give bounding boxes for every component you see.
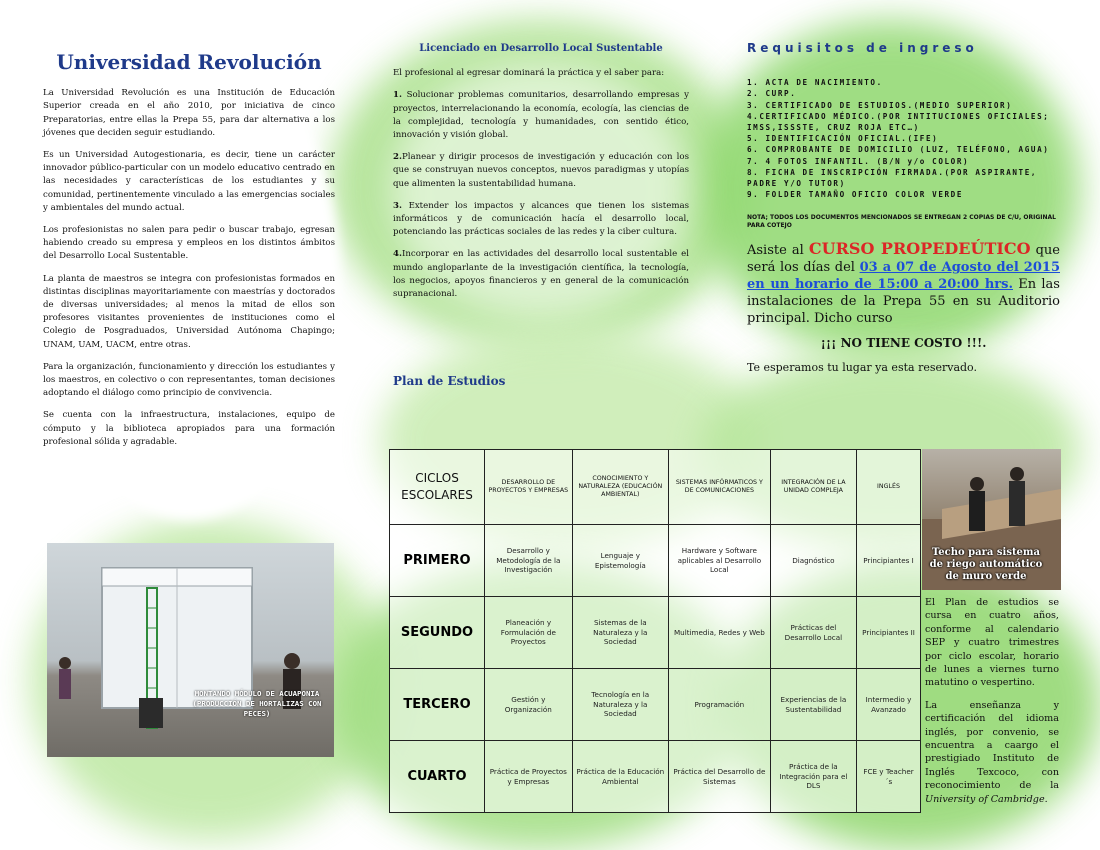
requirements-title: Requisitos de ingreso bbox=[747, 41, 978, 55]
course-announcement bbox=[747, 240, 1060, 327]
course-mid-text: que será los días del bbox=[747, 243, 1061, 276]
requirements-list bbox=[747, 77, 1060, 200]
table-row bbox=[390, 669, 921, 741]
study-plan-table bbox=[389, 449, 921, 813]
row-label: SEGUNDO bbox=[390, 597, 485, 669]
career-item-2-num: 2. bbox=[393, 152, 402, 163]
table-header-row bbox=[390, 450, 921, 525]
career-item-2-text: Planear y dirigir procesos de investigación y educación con los que se construyan nuevos conceptos, nuevos paradigmas y utopías que alimenten la sustentabilidad humana. bbox=[393, 152, 689, 189]
green-wall-photo bbox=[922, 449, 1061, 590]
reserved-message: Te esperamos tu lugar ya esta reservado. bbox=[747, 360, 977, 374]
intro-paragraph-2: Es un Universidad Autogestionaria, es decir, tiene un carácter innovador público-particular con un modelo educativo centrado en las necesidades y características de los estudiantes y su comunidad, pertinentemente vinculado a las emergencias sociales y ambientales del mundo actual. bbox=[43, 150, 335, 213]
intro-paragraph-3: Los profesionistas no salen para pedir o buscar trabajo, egresan habiendo creado su empresa y empleos en los distintos ámbitos del Desarrollo Local Sustentable. bbox=[43, 225, 335, 262]
table-cell: Planeación y Formulación de Proyectos bbox=[485, 597, 573, 669]
intro-paragraph-6: Se cuenta con la infraestructura, instalaciones, equipo de cómputo y la biblioteca apropiados para una formación profesional sólida y agradable. bbox=[43, 410, 335, 447]
table-cell: Práctica de la Educación Ambiental bbox=[572, 741, 668, 813]
list-item: 9. FOLDER TAMAÑO OFICIO COLOR VERDE bbox=[747, 190, 964, 200]
course-name: CURSO PROPEDEÚTICO bbox=[808, 239, 1031, 259]
row-label: CUARTO bbox=[390, 741, 485, 813]
list-item: 5. IDENTIFICACIÓN OFICIAL.(IFE) bbox=[747, 134, 939, 144]
intro-column bbox=[43, 52, 335, 458]
free-cost-banner: ¡¡¡ NO TIENE COSTO !!!. bbox=[820, 336, 987, 351]
course-post-text: En las instalaciones de la Prepa 55 en su Auditorio principal. Dicho curso bbox=[747, 277, 1060, 327]
list-item: 6. COMPROBANTE DE DOMICILIO (LUZ, TELÉFONO, AGUA) bbox=[747, 145, 1050, 155]
row-label: TERCERO bbox=[390, 669, 485, 741]
table-cell: Práctica del Desarrollo de Sistemas bbox=[669, 741, 771, 813]
career-item-3 bbox=[393, 200, 689, 240]
career-item-4-text: Incorporar en las actividades del desarrollo local sustentable el mundo angloparlante de la investigación científica, la tecnología, los negocios, apoyos financieros y en general de la comunicación supranacional. bbox=[393, 249, 689, 300]
course-pre-text: Asiste al bbox=[747, 243, 809, 259]
table-header: CONOCIMIENTO Y NATURALEZA (EDUCACIÓN AMBIENTAL) bbox=[572, 450, 668, 525]
intro-paragraph-5: Para la organización, funcionamiento y dirección los estudiantes y los maestros, en colectivo o con representantes, toman decisiones adoptando el diálogo como principio de convivencia. bbox=[43, 361, 335, 399]
career-column bbox=[393, 42, 689, 310]
copies-note: NOTA; TODOS LOS DOCUMENTOS MENCIONADOS SE ENTREGAN 2 COPIAS DE C/U, ORIGINAL PARA COTEJO bbox=[747, 214, 1057, 230]
list-item: 1. ACTA DE NACIMIENTO. bbox=[747, 78, 883, 88]
table-cell: Intermedio y Avanzado bbox=[857, 669, 921, 741]
list-item: 8. FICHA DE INSCRIPCIÓN FIRMADA.(POR ASPIRANTE, PADRE Y/O TUTOR) bbox=[747, 167, 1038, 189]
acuaponia-caption: MONTANDO MÓDULO DE ACUAPONIA (PRODUCCIÓN DE HORTALIZAS CON PECES) bbox=[192, 689, 322, 718]
table-row bbox=[390, 741, 921, 813]
table-cell: Lenguaje y Epistemología bbox=[572, 525, 668, 597]
career-item-1 bbox=[393, 89, 689, 142]
row-label: PRIMERO bbox=[390, 525, 485, 597]
table-cell: Práctica de Proyectos y Empresas bbox=[485, 741, 573, 813]
cambridge-name: University of Cambridge bbox=[925, 793, 1045, 805]
table-cell: Experiencias de la Sustentabilidad bbox=[770, 669, 856, 741]
table-header: DESARROLLO DE PROYECTOS Y EMPRESAS bbox=[485, 450, 573, 525]
plan-details-paragraph-2 bbox=[925, 699, 1059, 806]
table-cell: Principiantes II bbox=[857, 597, 921, 669]
table-cell: Tecnología en la Naturaleza y la Sociedad bbox=[572, 669, 668, 741]
list-item: 2. CURP. bbox=[747, 89, 797, 99]
green-wall-caption: Techo para sistema de riego automático de muro verde bbox=[929, 547, 1043, 582]
table-cell: Principiantes I bbox=[857, 525, 921, 597]
table-header: INTEGRACIÓN DE LA UNIDAD COMPLEJA bbox=[770, 450, 856, 525]
career-item-1-num: 1. bbox=[393, 90, 402, 101]
table-cell: Multimedia, Redes y Web bbox=[669, 597, 771, 669]
career-item-3-text: Extender los impactos y alcances que tienen los sistemas informáticos y de comunicación hacía el desarrollo local, potenciando las prácticas sociales de las redes y la ciber cultura. bbox=[393, 200, 689, 238]
requirements-column bbox=[747, 40, 1060, 374]
table-header: SISTEMAS INFÓRMATICOS Y DE COMUNICACIONES bbox=[669, 450, 771, 525]
table-cell: Programación bbox=[669, 669, 771, 741]
table-cell: Gestión y Organización bbox=[485, 669, 573, 741]
list-item: 3. CERTIFICADO DE ESTUDIOS.(MEDIO SUPERIOR) bbox=[747, 100, 1013, 110]
intro-paragraph-1: La Universidad Revolución es una Institución de Educación Superior creada en el año 2010, por iniciativa de cinco Preparatorias, entre ellas la Prepa 55, para dar alternativa a los jóvenes que deciden seguir estudiando. bbox=[43, 88, 335, 138]
table-cell: Prácticas del Desarrollo Local bbox=[770, 597, 856, 669]
table-header: INGLÉS bbox=[857, 450, 921, 525]
plan-details bbox=[925, 596, 1059, 815]
career-intro: El profesional al egresar dominará la práctica y el saber para: bbox=[393, 68, 665, 79]
english-text-pre: La enseñanza y certificación del idioma inglés, por convenio, se encuentra a caargo el prestigiado Instituto de Inglés Texcoco, con reconocimiento de la bbox=[925, 699, 1059, 792]
table-cell: FCE y Teacher´s bbox=[857, 741, 921, 813]
list-item: 4.CERTIFICADO MÉDICO.(POR INTITUCIONES OFICIALES; IMSS,ISSSTE, CRUZ ROJA ETC…) bbox=[747, 111, 1050, 133]
acuaponia-photo bbox=[47, 543, 334, 757]
intro-paragraph-4: La planta de maestros se integra con profesionistas formados en distintas disciplinas mayoritariamente con maestrías y doctorados de diversas universidades; al menos la mitad de ellos son profesores visitantes provenientes de instituciones como el Colegio de Posgraduados, Universidad Autónoma Chapingo; UNAM, UAM, UACM, entre otras. bbox=[43, 273, 335, 350]
plan-title: Plan de Estudios bbox=[393, 374, 506, 388]
list-item: 7. 4 FOTOS INFANTIL. (B/N y/o COLOR) bbox=[747, 156, 970, 166]
career-item-4-num: 4. bbox=[393, 249, 402, 260]
table-header: CICLOS ESCOLARES bbox=[390, 450, 485, 525]
table-row bbox=[390, 597, 921, 669]
table-row bbox=[390, 525, 921, 597]
table-cell: Diagnóstico bbox=[770, 525, 856, 597]
table-cell: Hardware y Software aplicables al Desarrollo Local bbox=[669, 525, 771, 597]
acuaponia-illustration bbox=[47, 543, 334, 757]
table-cell: Sistemas de la Naturaleza y la Sociedad bbox=[572, 597, 668, 669]
career-item-4 bbox=[393, 248, 689, 301]
table-cell: Práctica de la Integración para el DLS bbox=[770, 741, 856, 813]
career-item-3-num: 3. bbox=[393, 200, 402, 211]
career-title: Licenciado en Desarrollo Local Sustentable bbox=[419, 43, 663, 54]
plan-details-paragraph-1: El Plan de estudios se cursa en cuatro años, conforme al calendario SEP y cuatro trimestres por ciclo escolar, horario de lunes a viernes turno matutino o vespertino. bbox=[925, 597, 1059, 689]
english-text-post: . bbox=[1044, 793, 1048, 805]
career-item-1-text: Solucionar problemas comunitarios, desarrollando empresas y proyectos, interrelacionando la economía, ecología, las ciencias de la complejidad, tecnología y humanidades, con sentido ético, innovación y visión global. bbox=[393, 90, 689, 141]
table-cell: Desarrollo y Metodología de la Investigación bbox=[485, 525, 573, 597]
university-title: Universidad Revolución bbox=[56, 50, 322, 74]
course-dates: 03 a 07 de Agosto del 2015 en un horario de 15:00 a 20:00 hrs. bbox=[747, 260, 1060, 293]
career-item-2 bbox=[393, 151, 689, 191]
